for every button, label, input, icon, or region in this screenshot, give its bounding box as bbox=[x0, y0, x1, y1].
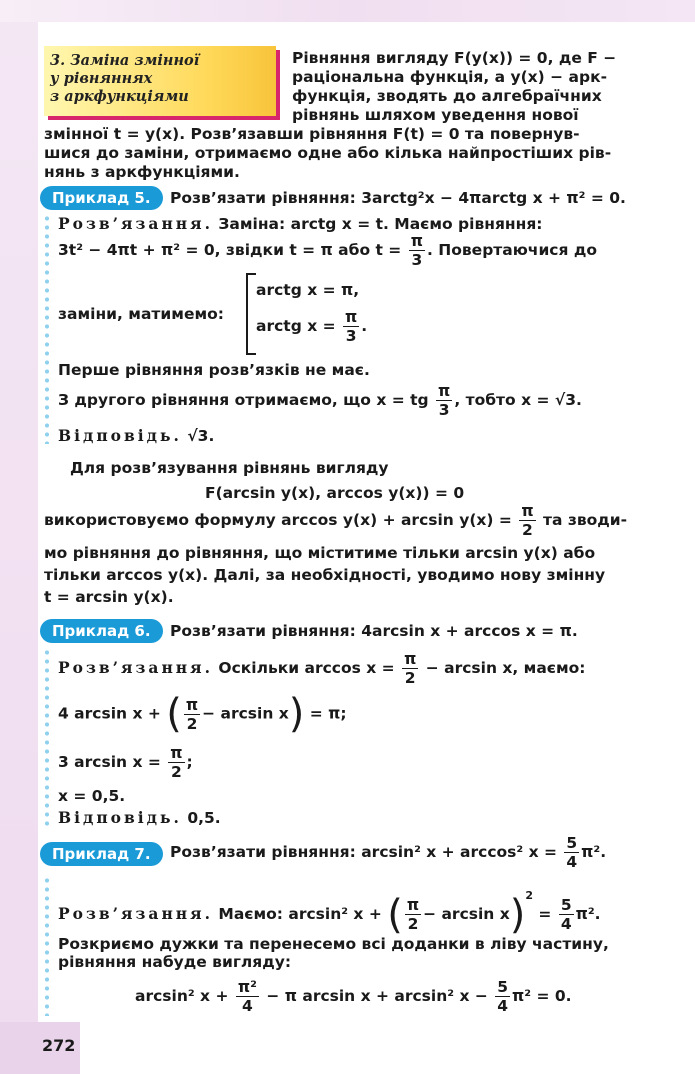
numerator: 5 bbox=[560, 896, 572, 914]
example-7-final-equation bbox=[135, 978, 572, 1015]
numerator: π bbox=[185, 695, 199, 714]
fraction bbox=[519, 502, 535, 539]
page-number: 272 bbox=[42, 1036, 76, 1055]
system-equation-1: arctg x = π, bbox=[256, 281, 360, 299]
system-equation-2 bbox=[256, 308, 367, 345]
text-segment: π². bbox=[575, 905, 601, 923]
solution-text: Заміна: arctg x = t. Маємо рівняння: bbox=[218, 215, 543, 233]
fraction bbox=[564, 834, 579, 871]
example-5-line-5 bbox=[58, 382, 582, 419]
numerator: π² bbox=[237, 978, 257, 996]
text-segment: arctg x = bbox=[256, 317, 336, 335]
denominator: 2 bbox=[522, 521, 533, 539]
fraction bbox=[559, 896, 574, 933]
answer-label: Відповідь. bbox=[58, 426, 182, 445]
example-7-line-2: Розкриємо дужки та перенесемо всі доданки в ліву частину, bbox=[58, 935, 609, 953]
example-5-solution-line-2 bbox=[58, 232, 597, 269]
example-6-badge: Приклад 6. bbox=[40, 619, 163, 643]
denominator: 3 bbox=[345, 327, 357, 345]
numerator: π bbox=[170, 744, 183, 762]
denominator: 2 bbox=[404, 669, 416, 687]
text-segment: З другого рівняння отримаємо, що x = tg bbox=[58, 391, 429, 409]
fraction bbox=[402, 650, 418, 687]
text-segment: − arcsin x bbox=[202, 704, 289, 723]
topic-line: 3. Заміна змінної bbox=[50, 52, 200, 69]
solution-label: Розв’язання. bbox=[58, 658, 213, 677]
topic-line: у рівняннях bbox=[50, 70, 153, 87]
example-6-line-1 bbox=[58, 650, 586, 687]
right-paren: ) bbox=[288, 691, 305, 737]
text-segment: = bbox=[538, 905, 552, 923]
numerator: π bbox=[438, 382, 451, 400]
fraction bbox=[184, 696, 200, 733]
intro-line: шися до заміни, отримаємо одне або кілька найпростіших рів- bbox=[44, 144, 612, 162]
solution-label: Розв’язання. bbox=[58, 904, 213, 923]
theory-formula: F(arcsin y(x), arccos y(x)) = 0 bbox=[205, 484, 465, 502]
numerator: 5 bbox=[566, 834, 578, 852]
page-left-strip bbox=[0, 22, 38, 1074]
text-segment: . bbox=[361, 317, 368, 335]
exponent: 2 bbox=[525, 889, 534, 902]
left-paren: ( bbox=[166, 691, 182, 737]
example-7-dotted-margin bbox=[44, 876, 50, 1016]
fraction bbox=[236, 978, 259, 1015]
fraction bbox=[405, 896, 421, 933]
denominator: 2 bbox=[186, 714, 198, 733]
system-bracket bbox=[246, 273, 256, 355]
intro-line: нянь з аркфункціями. bbox=[44, 163, 240, 181]
intro-line: Рівняння вигляду F(y(x)) = 0, де F − bbox=[292, 49, 617, 67]
denominator: 3 bbox=[411, 251, 423, 269]
intro-line: змінної t = y(x). Розв’язавши рівняння F(t) = 0 та повернув- bbox=[44, 125, 580, 143]
numerator: π bbox=[521, 502, 534, 520]
text-segment: Маємо: arcsin² x + bbox=[218, 905, 382, 923]
text-segment: − arcsin x, маємо: bbox=[425, 659, 586, 677]
text-segment: 4 arcsin x + bbox=[58, 704, 161, 723]
text-segment: Розв’язати рівняння: arcsin² x + arccos² x = bbox=[170, 843, 557, 861]
fraction bbox=[495, 978, 510, 1015]
answer-label: Відповідь. bbox=[58, 808, 182, 827]
text-segment: 3 arcsin x = bbox=[58, 753, 161, 771]
page-top-band bbox=[0, 0, 695, 22]
denominator: 4 bbox=[497, 997, 509, 1015]
solution-label: Розв’язання. bbox=[58, 214, 213, 233]
answer-value: √3. bbox=[187, 427, 215, 445]
example-6-task: Розв’язати рівняння: 4arcsin x + arccos x = π. bbox=[170, 622, 578, 640]
right-paren: ) bbox=[509, 891, 526, 938]
example-5-task: Розв’язати рівняння: 3arctg²x − 4πarctg x + π² = 0. bbox=[170, 189, 626, 207]
theory-line bbox=[44, 502, 627, 539]
text-segment: використовуємо формулу arccos y(x) + arcsin y(x) = bbox=[44, 511, 512, 529]
text-segment: . Повертаючися до bbox=[426, 241, 598, 259]
text-segment: Оскільки arccos x = bbox=[218, 659, 395, 677]
example-5-line-4: Перше рівняння розв’язків не має. bbox=[58, 361, 370, 379]
example-5-dotted-margin bbox=[44, 214, 50, 444]
example-7-line-1 bbox=[58, 886, 601, 938]
example-5-solution-line-1 bbox=[58, 214, 543, 234]
answer-value: 0,5. bbox=[187, 809, 221, 827]
numerator: π bbox=[344, 308, 358, 326]
example-5-badge: Приклад 5. bbox=[40, 186, 163, 210]
intro-line: раціональна функція, а y(x) − арк- bbox=[292, 68, 608, 86]
theory-line: тільки arccos y(x). Далі, за необхідності, уводимо нову змінну bbox=[44, 566, 606, 584]
fraction bbox=[436, 382, 452, 419]
example-6-equation-1 bbox=[58, 691, 347, 737]
text-segment: ; bbox=[186, 753, 193, 771]
intro-line: функція, зводять до алгебраїчних bbox=[292, 87, 602, 105]
text-segment: = π; bbox=[309, 704, 347, 723]
text-segment: π². bbox=[581, 843, 607, 861]
denominator: 2 bbox=[407, 915, 419, 933]
denominator: 4 bbox=[560, 915, 572, 933]
text-segment: , тобто x = √3. bbox=[454, 391, 582, 409]
intro-line: рівнянь шляхом уведення нової bbox=[292, 106, 579, 124]
example-5-system-label: заміни, матимемо: bbox=[58, 305, 224, 323]
text-segment: та зводи- bbox=[542, 511, 628, 529]
example-7-line-3: рівняння набуде вигляду: bbox=[58, 953, 292, 971]
example-6-answer bbox=[58, 808, 221, 828]
text-segment: π² = 0. bbox=[512, 987, 572, 1005]
numerator: π bbox=[404, 650, 417, 668]
example-6-equation-3: x = 0,5. bbox=[58, 787, 126, 805]
theory-line: мо рівняння до рівняння, що міститиме тільки arcsin y(x) або bbox=[44, 544, 596, 562]
left-paren: ( bbox=[387, 891, 403, 938]
fraction bbox=[409, 232, 425, 269]
topic-line: з аркфункціями bbox=[50, 88, 189, 105]
denominator: 3 bbox=[438, 401, 450, 419]
example-6-equation-2 bbox=[58, 744, 193, 781]
fraction bbox=[168, 744, 184, 781]
example-5-answer bbox=[58, 426, 214, 446]
example-7-task bbox=[170, 834, 606, 871]
numerator: π bbox=[410, 232, 423, 250]
denominator: 2 bbox=[170, 763, 182, 781]
text-segment: 3t² − 4πt + π² = 0, звідки t = π або t = bbox=[58, 241, 402, 259]
numerator: π bbox=[406, 896, 420, 914]
text-segment: − arcsin x bbox=[423, 905, 510, 923]
text-segment: − π arcsin x + arcsin² x − bbox=[266, 987, 488, 1005]
denominator: 4 bbox=[566, 853, 578, 871]
text-segment: arcsin² x + bbox=[135, 987, 229, 1005]
numerator: 5 bbox=[497, 978, 509, 996]
example-6-dotted-margin bbox=[44, 648, 50, 830]
topic-heading bbox=[50, 52, 199, 106]
example-7-badge: Приклад 7. bbox=[40, 842, 163, 866]
theory-line: t = arcsin y(x). bbox=[44, 588, 174, 606]
theory-line: Для розв’язування рівнянь вигляду bbox=[70, 459, 389, 477]
fraction bbox=[343, 308, 359, 345]
denominator: 4 bbox=[241, 997, 253, 1015]
